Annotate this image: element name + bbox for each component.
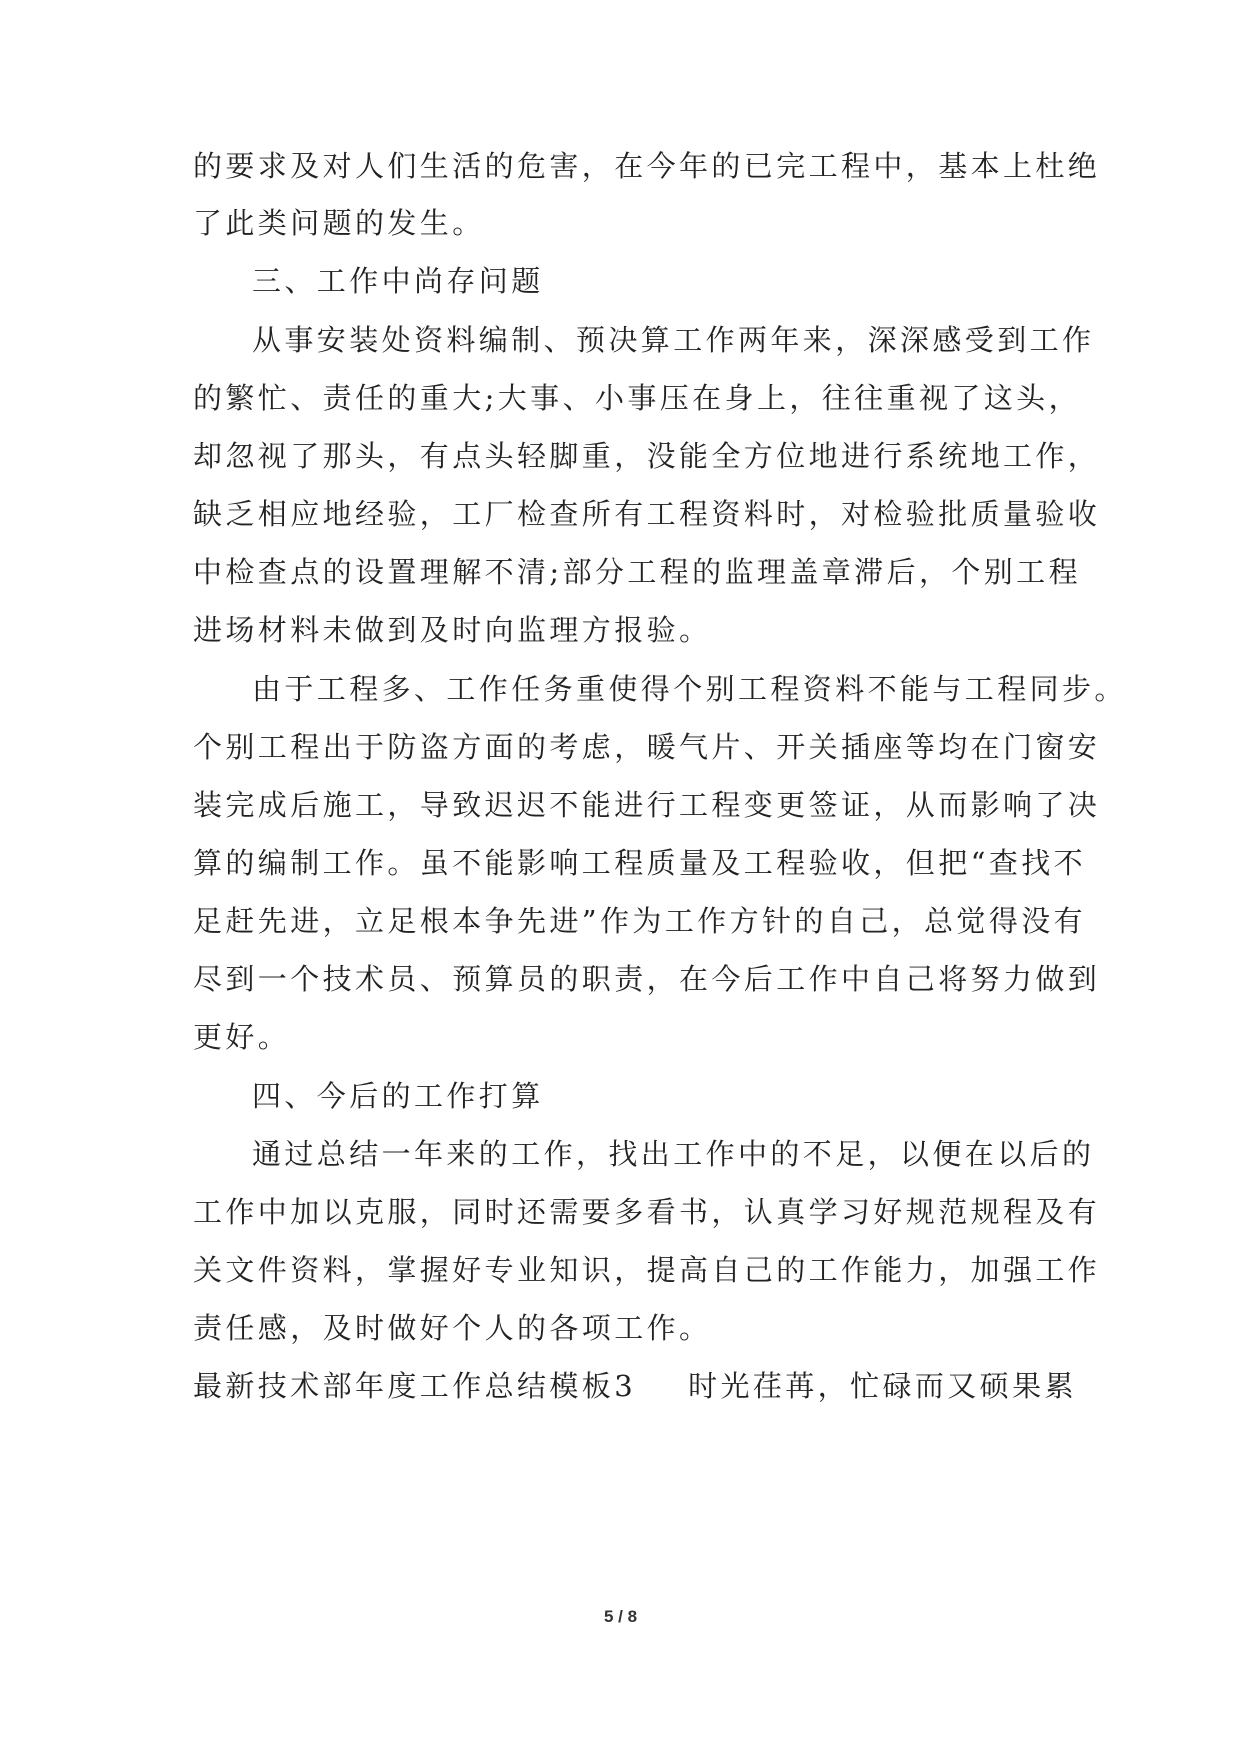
text-line: 的繁忙、责任的重大;大事、小事压在身上，往往重视了这头， xyxy=(193,381,1081,415)
next-section-title: 最新技术部年度工作总结模板3 xyxy=(193,1369,637,1403)
next-section-text: 时光荏苒，忙碌而又硕果累 xyxy=(688,1369,1077,1403)
text-line: 关文件资料，掌握好专业知识，提高自己的工作能力，加强工作 xyxy=(193,1253,1101,1287)
text-line: 装完成后施工，导致迟迟不能进行工程变更签证，从而影响了决 xyxy=(193,788,1101,822)
text-line: 尽到一个技术员、预算员的职责，在今后工作中自己将努力做到 xyxy=(193,962,1101,996)
section-heading: 三、工作中尚存问题 xyxy=(252,264,544,298)
text-line: 中检查点的设置理解不清;部分工程的监理盖章滞后，个别工程 xyxy=(193,555,1081,589)
text-line: 缺乏相应地经验，工厂检查所有工程资料时，对检验批质量验收 xyxy=(193,497,1101,531)
paragraph-start: 从事安装处资料编制、预决算工作两年来，深深感受到工作 xyxy=(252,323,1095,357)
text-line: 责任感，及时做好个人的各项工作。 xyxy=(193,1311,712,1345)
text-line: 的要求及对人们生活的危害，在今年的已完工程中，基本上杜绝 xyxy=(193,149,1101,183)
paragraph-start: 由于工程多、工作任务重使得个别工程资料不能与工程同步。 xyxy=(252,672,1127,706)
section-heading: 四、今后的工作打算 xyxy=(252,1079,544,1113)
text-line: 算的编制工作。虽不能影响工程质量及工程验收，但把“查找不 xyxy=(193,846,1087,880)
text-line: 个别工程出于防盗方面的考虑，暖气片、开关插座等均在门窗安 xyxy=(193,730,1101,764)
paragraph-start: 通过总结一年来的工作，找出工作中的不足，以便在以后的 xyxy=(252,1137,1095,1171)
text-line: 却忽视了那头，有点头轻脚重，没能全方位地进行系统地工作， xyxy=(193,439,1101,473)
page-number: 5 / 8 xyxy=(603,1607,638,1626)
text-line: 进场材料未做到及时向监理方报验。 xyxy=(193,613,712,647)
text-line-mixed xyxy=(193,1366,1077,1406)
text-line: 足赶先进，立足根本争先进”作为工作方针的自己，总觉得没有 xyxy=(193,904,1087,938)
text-line: 更好。 xyxy=(193,1020,291,1054)
text-line: 工作中加以克服，同时还需要多看书，认真学习好规范规程及有 xyxy=(193,1195,1101,1229)
text-line: 了此类问题的发生。 xyxy=(193,206,485,240)
